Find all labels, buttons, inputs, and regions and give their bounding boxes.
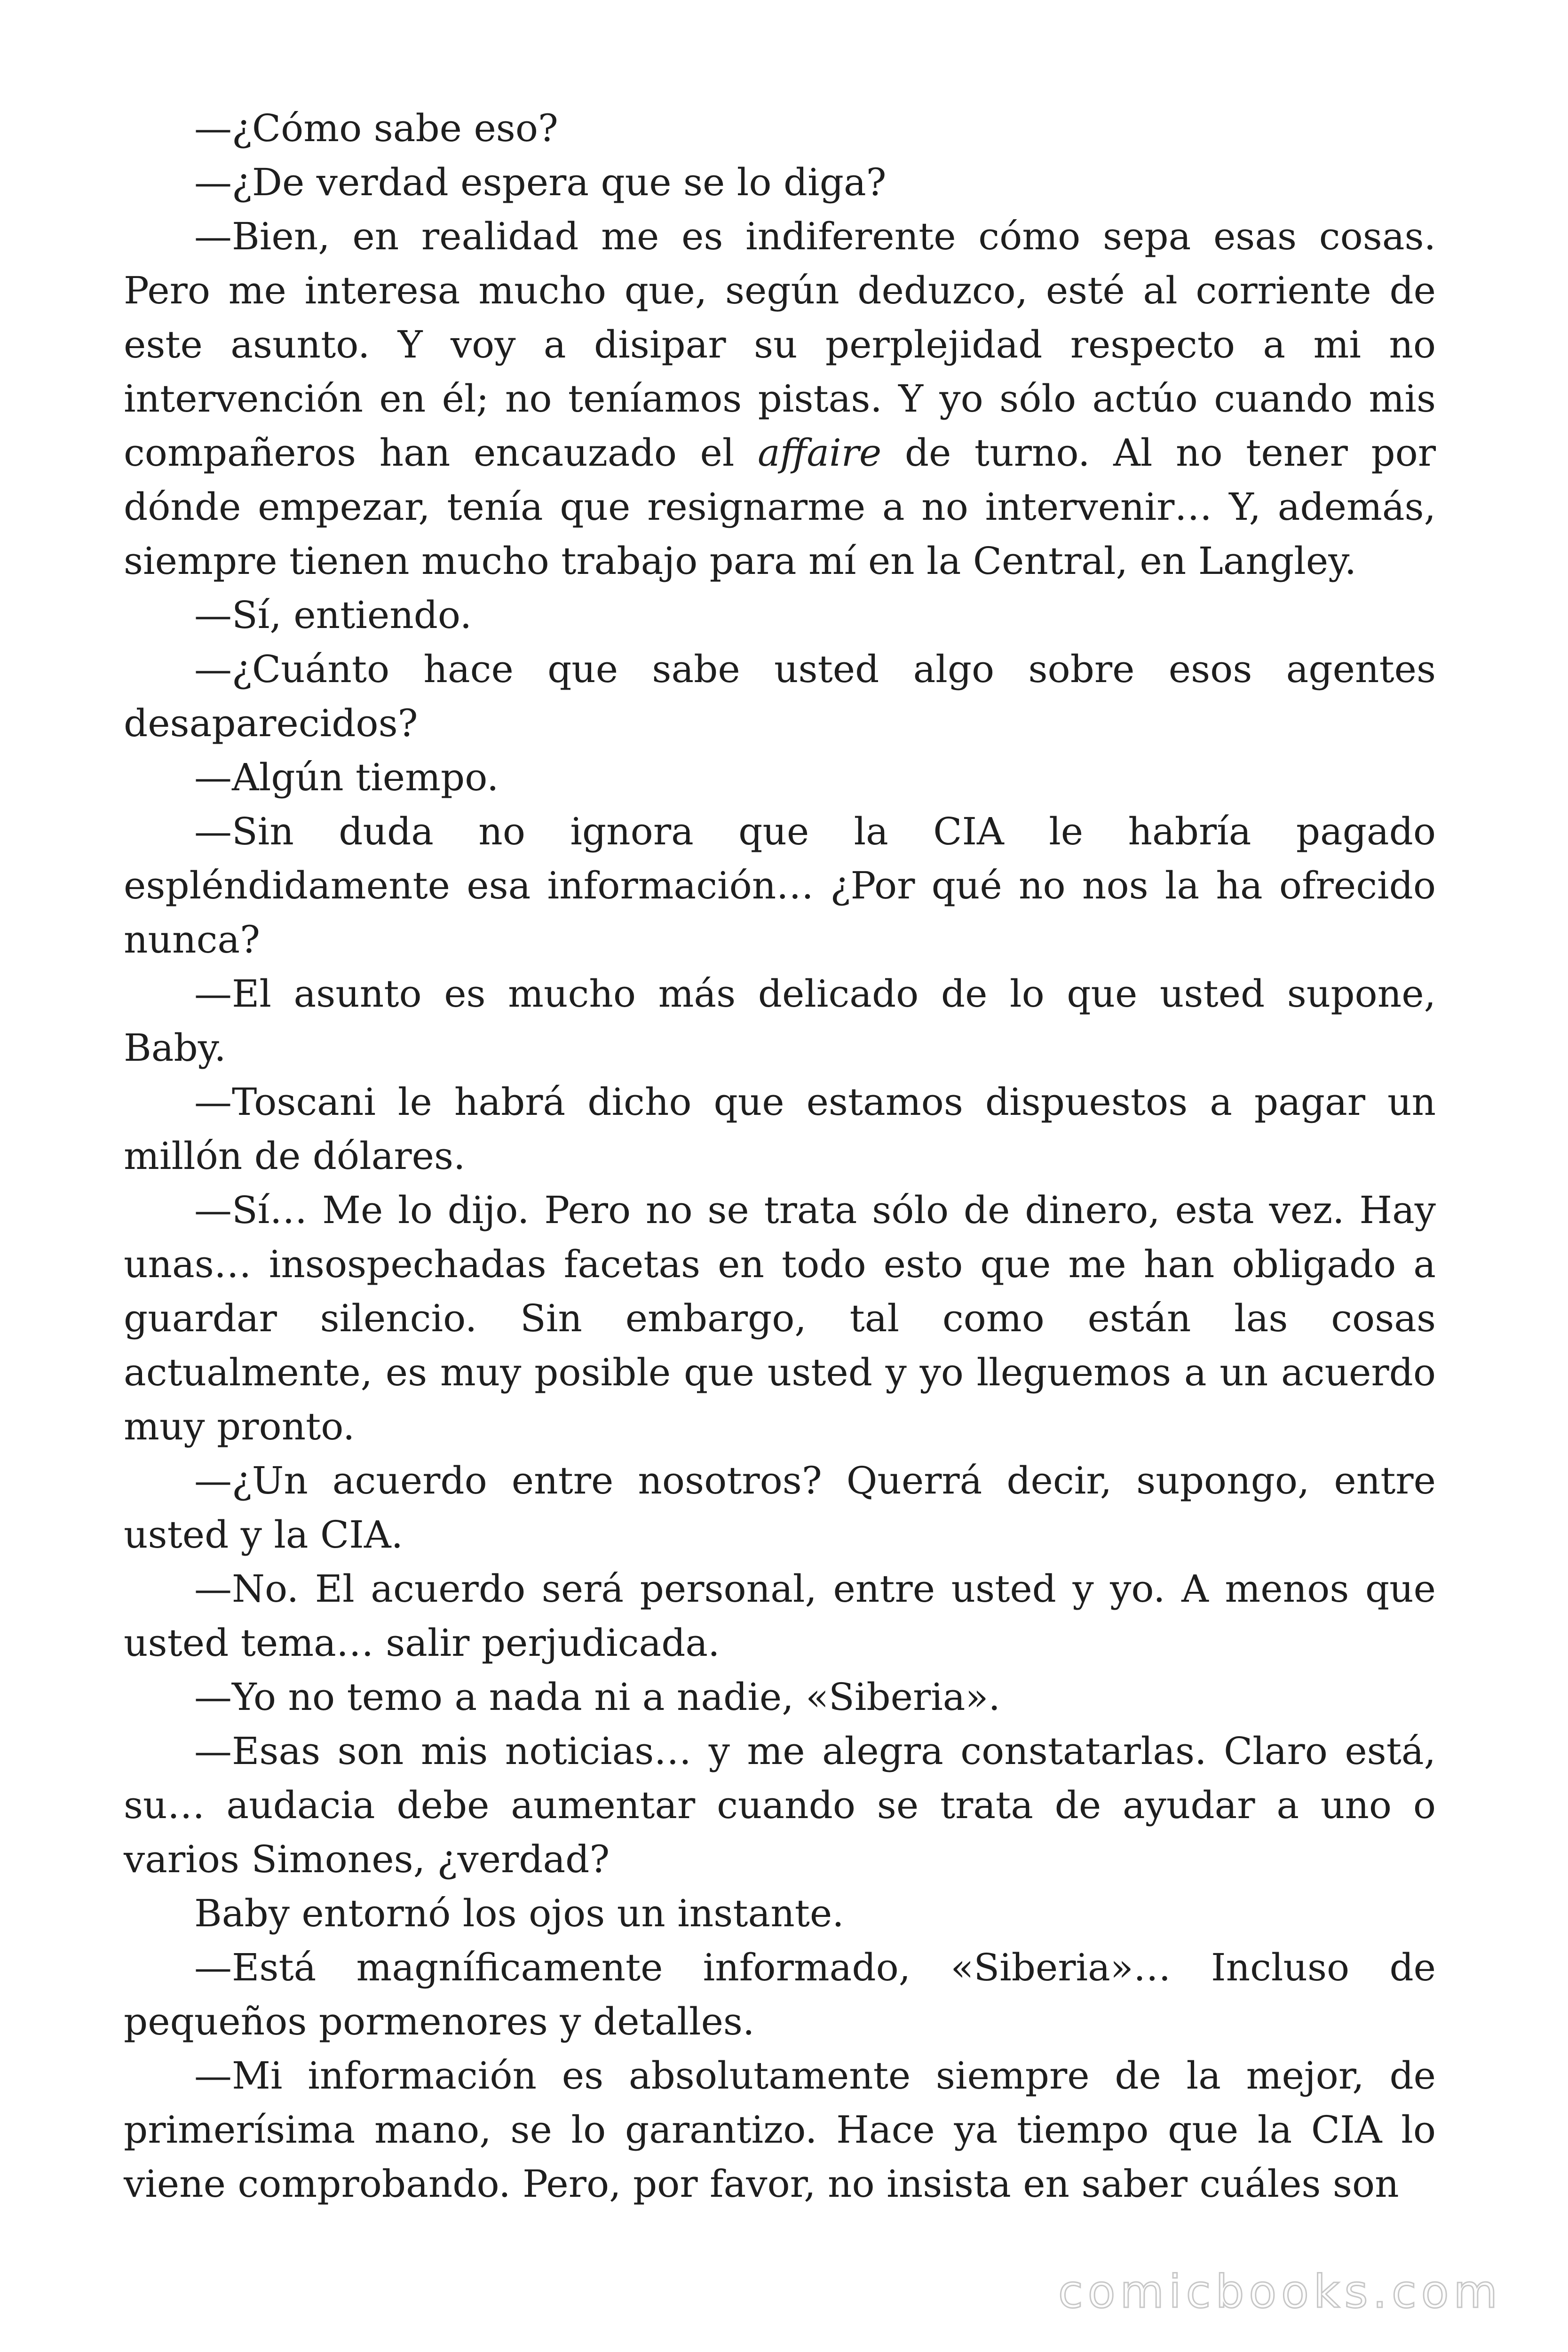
paragraph-text: —Bien, en realidad me es indiferente cómo sepa esas cosas. Pero me interesa mucho que, según deduzco, esté al corriente de este asunto. Y voy a disipar su perplejidad respecto a mi no intervención en él; no teníamos pistas. Y yo sólo actúo cuando mis compañeros han encauzado el	[124, 215, 1436, 475]
paragraph: —¿Cuánto hace que sabe usted algo sobre esos agentes desaparecidos?	[124, 647, 1436, 745]
watermark-logo: comicbooks.com	[1058, 2265, 1502, 2318]
paragraph	[124, 209, 1436, 588]
paragraph: —Yo no temo a nada ni a nadie, «Siberia».	[194, 1675, 1000, 1719]
paragraph: —Esas son mis noticias… y me alegra constatarlas. Claro está, su… audacia debe aumentar cuando se trata de ayudar a uno o varios Simones, ¿verdad?	[124, 1729, 1436, 1881]
paragraph: —El asunto es mucho más delicado de lo que usted supone, Baby.	[124, 972, 1436, 1070]
paragraph-text: de turno. Al no tener por dónde empezar, tenía que resignarme a no intervenir… Y, además, siempre tienen mucho trabajo para mí en la Central, en Langley.	[124, 431, 1436, 583]
paragraph: —¿Un acuerdo entre nosotros? Querrá decir, supongo, entre usted y la CIA.	[124, 1459, 1436, 1557]
paragraph: —¿Cómo sabe eso?	[194, 106, 558, 150]
paragraph: —Sí, entiendo.	[194, 593, 472, 637]
italic-word: affaire	[758, 431, 882, 475]
paragraph: —No. El acuerdo será personal, entre usted y yo. A menos que usted tema… salir perjudicada.	[124, 1567, 1436, 1665]
paragraph: —Está magníficamente informado, «Siberia»… Incluso de pequeños pormenores y detalles.	[124, 1946, 1436, 2043]
paragraph: —Algún tiempo.	[194, 755, 499, 799]
body-text	[124, 101, 1436, 2211]
paragraph: Baby entornó los ojos un instante.	[194, 1891, 844, 1935]
paragraph: —Toscani le habrá dicho que estamos dispuestos a pagar un millón de dólares.	[124, 1080, 1436, 1178]
paragraph: —Mi información es absolutamente siempre de la mejor, de primerísima mano, se lo garantizo. Hace ya tiempo que la CIA lo viene comprobando. Pero, por favor, no insista en saber cuáles son	[124, 2054, 1436, 2206]
paragraph: —Sí… Me lo dijo. Pero no se trata sólo de dinero, esta vez. Hay unas… insospechadas facetas en todo esto que me han obligado a guardar silencio. Sin embargo, tal como están las cosas actualmente, es muy posible que usted y yo lleguemos a un acuerdo muy pronto.	[124, 1188, 1436, 1448]
paragraph: —Sin duda no ignora que la CIA le habría pagado espléndidamente esa información… ¿Por qué no nos la ha ofrecido nunca?	[124, 810, 1436, 961]
book-page	[124, 101, 1436, 2241]
paragraph: —¿De verdad espera que se lo diga?	[194, 160, 887, 204]
